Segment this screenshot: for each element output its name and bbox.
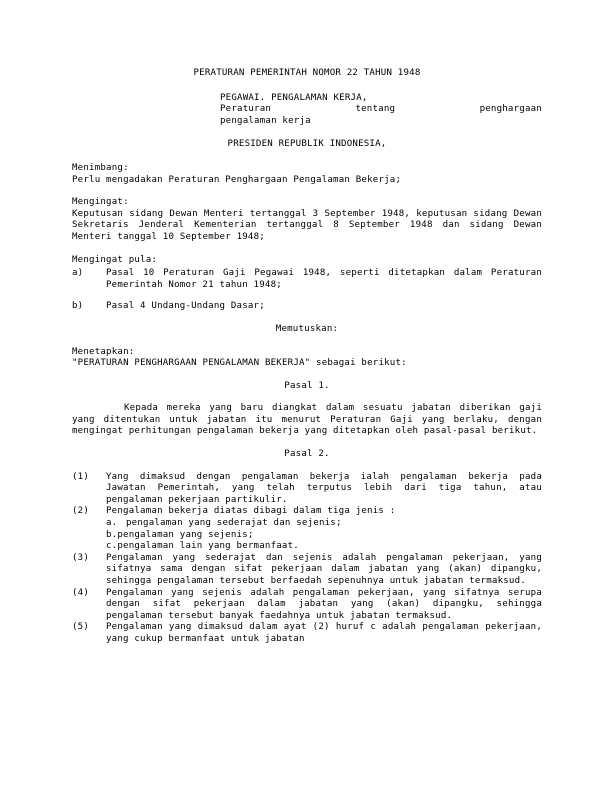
establishing-label: Menetapkan:: [72, 346, 135, 357]
subject-block: [220, 93, 542, 128]
recalling-text: Keputusan sidang Dewan Menteri tertanggal 3 September 1948, keputusan sidang Dewan Sekretaris Jenderal Kementerian tertanggal 8 September 1948 dan sidang Dewan Menteri tanggal 10 September 1948;: [72, 208, 542, 242]
article-2-item: [72, 506, 542, 552]
list-text: Pasal 4 Undang-Undang Dasar;: [106, 301, 265, 312]
document-body: [72, 68, 542, 646]
list-marker: a): [72, 268, 84, 279]
recalling-label: Mengingat:: [72, 197, 129, 208]
list-marker: (4): [72, 587, 90, 598]
list-text: Pengalaman yang dimaksud dalam ayat (2) huruf c adalah pengalaman pekerjaan, yang cukup bermanfaat untuk jabatan: [106, 622, 542, 644]
recalling-also-label: Mengingat pula:: [72, 254, 158, 265]
sub-list-text: pengalaman yang sejenis;: [117, 529, 254, 540]
sub-list-item: [106, 541, 542, 553]
article-1-paragraph: Kepada mereka yang baru diangkat dalam sesuatu jabatan diberikan gaji yang ditentukan untuk jabatan itu menurut Peraturan Gaji yang berlaku, dengan mengingat perhitungan pengalaman bekerja yang ditetapkan oleh pasal-pasal berikut.: [72, 403, 542, 437]
list-text: Pengalaman bekerja diatas dibagi dalam tiga jenis :: [106, 506, 396, 517]
subject-line-1: PEGAWAI. PENGALAMAN KERJA,: [220, 92, 368, 103]
sub-list: [106, 518, 542, 553]
article-2-item: [72, 622, 542, 645]
sub-list-marker-c: c.: [106, 541, 118, 552]
list-text: Pasal 10 Peraturan Gaji Pegawai 1948, seperti ditetapkan dalam Peraturan Pemerintah Nomor 21 tahun 1948;: [106, 268, 542, 290]
article-2-item: [72, 588, 542, 623]
recalling-also-item: [72, 301, 542, 313]
considering-label: Menimbang:: [72, 162, 129, 173]
sub-list-text: pengalaman lain yang bermanfaat.: [117, 541, 299, 552]
subject-line-2: [220, 104, 542, 116]
decide-heading: Memutuskan:: [275, 323, 339, 334]
subject-line-3: pengalaman kerja: [220, 115, 311, 126]
list-marker: (1): [72, 471, 90, 482]
recalling-also-item: [72, 268, 542, 291]
list-marker: (3): [72, 552, 90, 563]
list-marker: (2): [72, 506, 90, 517]
subject-line-2-right: penghargaan: [479, 104, 542, 115]
list-text: Yang dimaksud dengan pengalaman bekerja ialah pengalaman bekerja pada Jawatan Pemerintah, yang telah terputus lebih dari tiga tahun, atau pengalaman pekerjaan partikulir.: [106, 471, 542, 505]
subject-line-2-left: Peraturan: [220, 104, 272, 115]
document-title: PERATURAN PEMERINTAH NOMOR 22 TAHUN 1948: [193, 68, 421, 78]
sub-list-item: [106, 530, 542, 542]
considering-block: [72, 163, 542, 186]
article-2-heading: Pasal 2.: [284, 449, 330, 460]
establishing-text: "PERATURAN PENGHARGAAN PENGALAMAN BEKERJA" sebagai berikut:: [72, 358, 407, 369]
issuer-heading: PRESIDEN REPUBLIK INDONESIA,: [227, 139, 387, 150]
subject-line-2-mid: tentang: [355, 104, 396, 115]
list-marker: (5): [72, 622, 90, 633]
sub-list-text: pengalaman yang sederajat dan sejenis;: [126, 518, 342, 529]
sub-list-marker: a.: [106, 518, 118, 529]
recalling-also-block: [72, 255, 542, 313]
article-2-item: [72, 472, 542, 507]
list-text: Pengalaman yang sederajat dan sejenis adalah pengalaman pekerjaan, yang sifatnya sama dengan sifat pekerjaan dalam jabatan yang (akan) dipangku, sehingga pengalaman tersebut berfaedah sepenuhnya untuk jabatan termaksud.: [106, 552, 542, 586]
sub-list-item: [106, 518, 542, 530]
list-text: Pengalaman yang sejenis adalah pengalaman pekerjaan, yang sifatnya serupa dengan sifat pekerjaan dalam jabatan yang (akan) dipangku, sehingga pengalaman tersebut banyak faedahnya untuk jabatan termaksud.: [106, 587, 542, 621]
list-marker: b): [72, 301, 84, 312]
article-1-heading: Pasal 1.: [284, 380, 330, 391]
sub-list-marker-b: b.: [106, 529, 118, 540]
recalling-block: [72, 197, 542, 243]
establishing-block: [72, 347, 542, 370]
article-2-item: [72, 553, 542, 588]
considering-text: Perlu mengadakan Peraturan Penghargaan Pengalaman Bekerja;: [72, 174, 402, 185]
